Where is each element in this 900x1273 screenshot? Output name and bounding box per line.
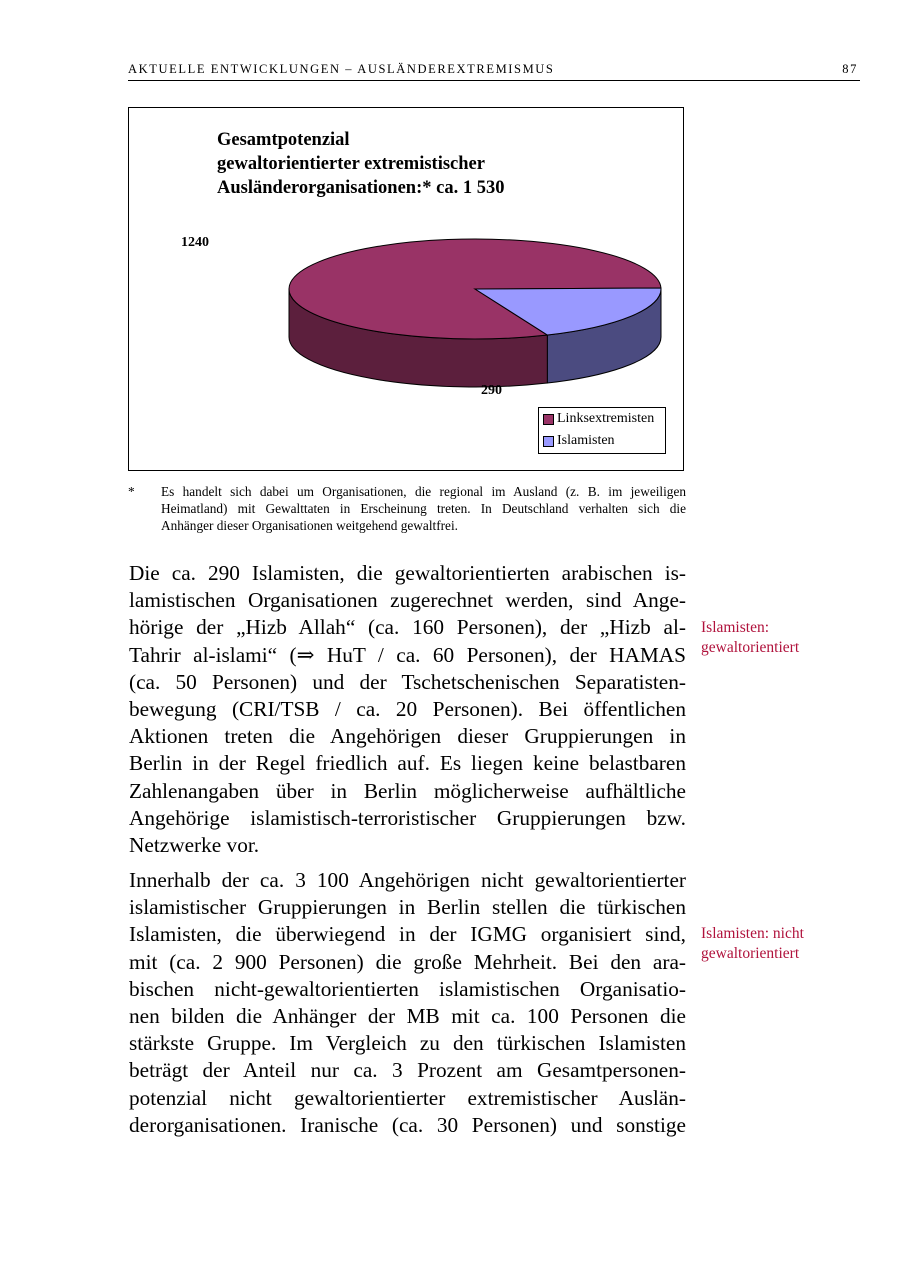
legend-item-linksextremisten — [543, 411, 654, 427]
margin-note-line: gewaltorientiert — [701, 945, 800, 962]
footnote-text — [161, 483, 686, 534]
text-line: bewegung (CRI/TSB / ca. 20 Personen). Bei öffentlichen — [129, 697, 686, 722]
text-line: beträgt der Anteil nur ca. 3 Prozent am Gesamtpersonen- — [129, 1058, 686, 1083]
margin-note-line: Islamisten: nicht — [701, 925, 804, 942]
text-line: Zahlenangaben über in Berlin möglicherweise aufhältliche — [129, 778, 686, 803]
legend-swatch — [543, 436, 554, 447]
footnote-line: Es handelt sich dabei um Organisationen, die regional im Ausland (z. B. im jeweiligen — [161, 484, 686, 499]
text-line: potenzial nicht gewaltorientierter extremistischer Auslän- — [129, 1085, 686, 1110]
footnote-line: Heimatland) mit Gewalttaten in Erscheinung treten. In Deutschland verhalten sich die — [161, 501, 686, 516]
text-line: Innerhalb der ca. 3 100 Angehörigen nicht gewaltorientierter — [129, 868, 686, 892]
chart-legend — [538, 407, 666, 454]
pie-chart — [129, 108, 685, 408]
text-line: Aktionen treten die Angehörigen dieser Gruppierungen in — [129, 724, 686, 749]
page-number: 87 — [842, 62, 858, 76]
margin-note-nicht-gewaltorientiert — [701, 924, 861, 964]
text-line: Islamisten, die überwiegend in der IGMG organisiert sind, — [129, 922, 686, 947]
text-line: nen bilden die Anhänger der MB mit ca. 100 Personen die — [129, 1004, 686, 1029]
text-line: Netzwerke vor. — [129, 833, 260, 858]
footnote-line: Anhänger dieser Organisationen weitgehend gewaltfrei. — [161, 518, 458, 533]
text-line: derorganisationen. Iranische (ca. 30 Personen) und sonstige — [129, 1112, 686, 1137]
text-line: (ca. 50 Personen) und der Tschetschenischen Separatisten- — [129, 669, 686, 694]
text-line: Die ca. 290 Islamisten, die gewaltorientierten arabischen is- — [129, 561, 686, 585]
margin-note-line: Islamisten: — [701, 619, 770, 636]
text-line: lamistischen Organisationen zugerechnet werden, sind Ange- — [129, 588, 686, 613]
legend-label: Linksextremisten — [557, 411, 655, 426]
text-line: Tahrir al-islami“ (⇒ HuT / ca. 60 Personen), der HAMAS — [129, 642, 686, 667]
legend-label: Islamisten — [557, 433, 615, 448]
chart-title-line: Ausländerorganisationen:* ca. 1 530 — [217, 178, 505, 198]
text-line: Angehörige islamistisch-terroristischer Gruppierungen bzw. — [129, 805, 686, 830]
legend-swatch — [543, 414, 554, 425]
body-paragraph-1 — [129, 560, 686, 859]
chart-title-line: Gesamtpotenzial — [217, 130, 350, 150]
margin-note-line: gewaltorientiert — [701, 639, 800, 656]
chart-title-line: gewaltorientierter extremistischer — [217, 154, 485, 174]
text-line: hörige der „Hizb Allah“ (ca. 160 Personen), der „Hizb al- — [129, 615, 686, 640]
text-line: stärkste Gruppe. Im Vergleich zu den türkischen Islamisten — [129, 1031, 686, 1056]
pie-chart-figure — [128, 107, 684, 471]
header-title: AKTUELLE ENTWICKLUNGEN – AUSLÄNDEREXTREMISMUS — [128, 62, 555, 76]
footnote-marker: * — [128, 484, 135, 499]
text-line: Berlin in der Regel friedlich auf. Es liegen keine belastbaren — [129, 751, 686, 776]
running-header — [128, 62, 860, 81]
legend-item-islamisten — [543, 433, 615, 449]
text-line: bischen nicht-gewaltorientierten islamistischen Organisatio- — [129, 976, 686, 1001]
text-line: islamistischer Gruppierungen in Berlin stellen die türkischen — [129, 895, 686, 920]
data-label-islamisten: 290 — [481, 383, 502, 398]
margin-note-gewaltorientiert — [701, 618, 861, 658]
body-paragraph-2 — [129, 867, 686, 1139]
text-line: mit (ca. 2 900 Personen) die große Mehrheit. Bei den ara- — [129, 949, 686, 974]
data-label-linksextremisten: 1240 — [181, 235, 209, 250]
